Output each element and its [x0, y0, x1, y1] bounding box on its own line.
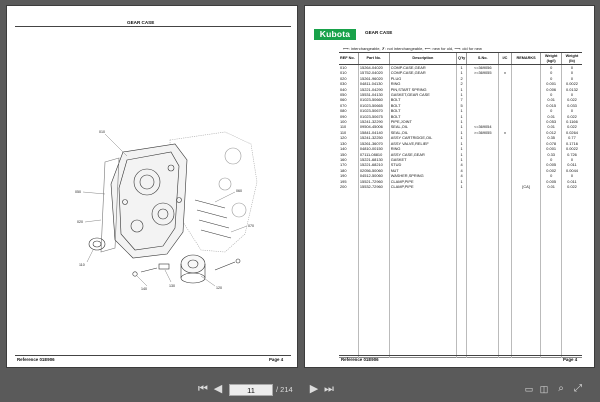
- callout-130: 130: [169, 284, 175, 288]
- table-cell: 1: [456, 130, 466, 135]
- right-page: [304, 5, 595, 368]
- table-cell: 130: [340, 140, 347, 146]
- left-page-title: GEAR CASE: [127, 20, 155, 25]
- table-cell: PLUG: [389, 76, 456, 81]
- table-cell: 02056-50060: [358, 168, 389, 173]
- table-cell: GASKET,GEAR CASE: [389, 92, 456, 97]
- col-header: I/C: [499, 53, 512, 65]
- table-cell: NUT: [389, 168, 456, 173]
- col-header: Part No.: [358, 53, 389, 65]
- table-row: [339, 146, 582, 151]
- viewer-toolbar: [0, 378, 600, 402]
- table-cell: 0.022: [561, 114, 582, 119]
- parts-table-body: [339, 65, 582, 358]
- table-cell: 0.011: [561, 162, 582, 167]
- table-cell: GASKET: [389, 157, 456, 162]
- table-cell: 0.001: [541, 81, 562, 86]
- table-cell: WASHER,SPRING: [389, 173, 456, 178]
- table-cell: 0.01: [541, 184, 562, 189]
- table-cell: 010: [340, 65, 347, 70]
- table-cell: 4: [456, 162, 466, 167]
- left-page: [6, 5, 298, 368]
- table-row: [339, 81, 582, 86]
- table-cell: BOLT: [389, 114, 456, 119]
- table-cell: 0: [561, 65, 582, 71]
- table-cell: 1: [456, 114, 466, 119]
- table-cell: ASSY VALVE,RELIEF: [389, 141, 456, 146]
- table-cell: 09504-45006: [358, 124, 389, 129]
- table-cell: 0.022: [561, 124, 582, 129]
- table-cell: 15752-04020: [358, 70, 389, 75]
- footer-rule: [15, 355, 291, 356]
- col-header: S.No.: [467, 53, 499, 65]
- table-cell: BOLT: [389, 97, 456, 102]
- table-cell: [CA]: [511, 184, 541, 189]
- table-cell: 150: [340, 151, 347, 157]
- table-cell: 4: [456, 168, 466, 173]
- col-header: REF No.: [339, 53, 358, 65]
- table-cell: 0.022: [561, 184, 582, 189]
- table-cell: 0.0022: [561, 81, 582, 86]
- table-cell: 0.0022: [561, 146, 582, 151]
- table-row: [339, 162, 582, 167]
- table-cell: 07111-08810: [358, 152, 389, 157]
- table-cell: 1: [456, 119, 466, 124]
- table-cell: 050: [340, 92, 347, 98]
- table-cell: 090: [340, 113, 347, 119]
- table-cell: 0.001: [541, 146, 562, 151]
- table-cell: 020: [340, 75, 347, 81]
- table-cell: 01023-50670: [358, 108, 389, 113]
- table-cell: 0: [541, 92, 562, 97]
- table-cell: ASSY CARTRIDGE,OIL: [389, 135, 456, 140]
- table-cell: 01023-50660: [358, 97, 389, 102]
- table-cell: 070: [340, 102, 347, 108]
- table-cell: 1: [456, 157, 466, 162]
- table-cell: 170: [340, 162, 347, 168]
- table-cell: 0.0132: [561, 87, 582, 92]
- table-cell: 0: [561, 76, 582, 81]
- table-cell: 120: [340, 135, 347, 141]
- footer-rule: [339, 355, 582, 356]
- table-cell: 1: [456, 70, 466, 75]
- table-cell: CLAMP,PIPE: [389, 179, 456, 184]
- col-header: Weight (lb): [561, 53, 582, 65]
- table-cell: 2: [456, 76, 466, 81]
- callout-120: 120: [216, 286, 222, 290]
- table-cell: 140: [340, 146, 347, 152]
- table-cell: 0: [561, 92, 582, 97]
- callout-020: 020: [77, 220, 83, 224]
- interchangeability-legend: ⟷: interchangeable, ✗: not interchangeable, ⟵: new for old, ⟶: old for new: [343, 46, 482, 51]
- table-cell: 0: [541, 65, 562, 71]
- table-cell: 1: [456, 146, 466, 151]
- table-cell: 0.0044: [561, 168, 582, 173]
- callout-060: 060: [236, 189, 242, 193]
- table-cell: 0.1166: [561, 119, 582, 124]
- table-cell: 0.77: [561, 135, 582, 140]
- table-cell: 1: [456, 184, 466, 189]
- col-header: REMARKS: [511, 53, 541, 65]
- table-cell: 0.002: [541, 168, 562, 173]
- table-cell: SEAL,OIL: [389, 130, 456, 135]
- table-cell: x: [499, 130, 512, 135]
- table-cell: 0: [561, 70, 582, 75]
- table-cell: 5: [456, 103, 466, 108]
- parts-table-header: [339, 53, 582, 65]
- table-cell: 110: [340, 124, 347, 130]
- table-cell: 1: [456, 124, 466, 129]
- table-cell: 0.006: [541, 87, 562, 92]
- table-cell: 15532-72960: [358, 184, 389, 189]
- table-cell: 15261-96020: [358, 76, 389, 81]
- table-cell: 080: [340, 108, 347, 114]
- header-rule: [15, 26, 291, 27]
- right-footer-page: Page 4: [563, 357, 578, 362]
- prev-page-icon[interactable]: ◀: [213, 383, 223, 395]
- table-cell: 4: [456, 173, 466, 178]
- table-cell: 04810-00150: [358, 146, 389, 151]
- table-cell: PIPE,JOINT: [389, 119, 456, 124]
- table-cell: 0.726: [561, 152, 582, 157]
- table-cell: ASSY CASE,GEAR: [389, 152, 456, 157]
- table-cell: <=369056: [467, 65, 499, 71]
- table-cell: 0: [541, 173, 562, 178]
- last-page-icon[interactable]: ⏭: [324, 383, 334, 395]
- table-cell: 15521-72960: [358, 179, 389, 184]
- table-cell: 01023-50665: [358, 103, 389, 108]
- table-cell: 160: [340, 156, 347, 162]
- table-cell: 0.01: [541, 114, 562, 119]
- table-cell: 0.015: [541, 103, 562, 108]
- table-cell: 030: [340, 81, 347, 87]
- fit-page-icon[interactable]: ▭: [524, 384, 534, 394]
- callout-070: 070: [248, 224, 254, 228]
- table-cell: 15531-04130: [358, 92, 389, 97]
- table-cell: RING: [389, 81, 456, 86]
- table-cell: 15221-68210: [358, 162, 389, 167]
- table-cell: >=369055: [467, 70, 499, 75]
- col-header: Weight (kg/l): [541, 53, 562, 65]
- kubota-logo: Kubota: [314, 29, 356, 40]
- two-page-view-icon[interactable]: ◫: [539, 384, 549, 394]
- table-cell: 0: [541, 108, 562, 113]
- table-cell: STUD: [389, 162, 456, 167]
- table-cell: 1: [456, 65, 466, 71]
- table-cell: >=369055: [467, 130, 499, 135]
- table-cell: 2: [456, 81, 466, 86]
- table-cell: 0.35: [541, 135, 562, 140]
- table-cell: 0.011: [561, 179, 582, 184]
- table-cell: 195: [340, 178, 347, 184]
- table-cell: BOLT: [389, 108, 456, 113]
- zoom-icon[interactable]: ⌕: [558, 383, 564, 394]
- table-cell: 0.005: [541, 179, 562, 184]
- callout-010: 010: [99, 130, 105, 134]
- table-cell: 0.053: [541, 119, 562, 124]
- fullscreen-icon[interactable]: ⤢: [574, 383, 582, 394]
- table-cell: 0: [541, 76, 562, 81]
- table-cell: 0.078: [541, 141, 562, 146]
- exploded-parts-diagram: [75, 122, 265, 292]
- table-cell: 15841-04140: [358, 130, 389, 135]
- table-cell: 100: [340, 119, 347, 125]
- table-cell: 0.033: [561, 103, 582, 108]
- table-cell: 200: [340, 183, 347, 189]
- table-cell: 0: [561, 173, 582, 178]
- table-cell: 010: [340, 70, 347, 76]
- table-cell: 15221-68130: [358, 157, 389, 162]
- table-cell: 1: [456, 92, 466, 97]
- table-cell: COMP.CASE,GEAR: [389, 70, 456, 75]
- table-cell: 15264-04020: [358, 65, 389, 71]
- table-cell: 0.33: [541, 152, 562, 157]
- table-cell: <=369054: [467, 124, 499, 129]
- table-cell: 0.005: [541, 162, 562, 167]
- first-page-icon[interactable]: ⏮: [198, 383, 208, 395]
- table-cell: 0: [541, 70, 562, 75]
- table-cell: 1: [456, 108, 466, 113]
- table-cell: BOLT: [389, 103, 456, 108]
- table-cell: 060: [340, 97, 347, 103]
- table-cell: 0.1716: [561, 141, 582, 146]
- table-cell: 1: [456, 135, 466, 140]
- table-cell: 1: [456, 141, 466, 146]
- table-cell: 190: [340, 173, 347, 179]
- table-cell: COMP.CASE,GEAR: [389, 65, 456, 71]
- table-cell: RING: [389, 146, 456, 151]
- table-cell: 0.0264: [561, 130, 582, 135]
- col-header: Description: [389, 53, 456, 65]
- page-total: / 214: [276, 385, 293, 394]
- table-blank-area: [339, 189, 582, 357]
- table-cell: 01023-50675: [358, 114, 389, 119]
- left-footer-reference: Reference 01E906: [17, 357, 55, 362]
- table-cell: PIN,START SPRING: [389, 87, 456, 92]
- table-cell: 15241-32290: [358, 119, 389, 124]
- table-cell: x: [499, 70, 512, 75]
- callout-140: 140: [141, 287, 147, 291]
- table-cell: 15241-32250: [358, 135, 389, 140]
- table-cell: 7: [456, 97, 466, 102]
- table-cell: 0: [541, 157, 562, 162]
- table-cell: 0: [561, 157, 582, 162]
- table-cell: 04512-50060: [358, 173, 389, 178]
- table-cell: 0.022: [561, 97, 582, 102]
- table-cell: 1: [456, 87, 466, 92]
- table-cell: 15261-36070: [358, 141, 389, 146]
- left-footer-page: Page 4: [269, 357, 284, 362]
- col-header: Q'ty: [456, 53, 466, 65]
- table-cell: 0.012: [541, 130, 562, 135]
- table-cell: 04811-04130: [358, 81, 389, 86]
- callout-050: 050: [75, 190, 81, 194]
- right-page-title: GEAR CASE: [365, 30, 393, 35]
- parts-table: [339, 52, 582, 358]
- table-cell: CLAMP,PIPE: [389, 184, 456, 189]
- table-cell: 15221-04290: [358, 87, 389, 92]
- table-cell: 110: [340, 129, 347, 135]
- table-cell: SEAL,OIL: [389, 124, 456, 129]
- right-footer-reference: Reference 01E906: [341, 357, 379, 362]
- next-page-icon[interactable]: ▶: [309, 383, 319, 395]
- table-cell: 0.01: [541, 97, 562, 102]
- callout-110: 110: [79, 263, 85, 267]
- table-cell: 1: [456, 179, 466, 184]
- page-number-input[interactable]: 11: [229, 384, 273, 396]
- table-cell: 0.01: [541, 124, 562, 129]
- table-cell: 040: [340, 86, 347, 92]
- table-cell: 180: [340, 167, 347, 173]
- table-cell: 0: [561, 108, 582, 113]
- table-cell: 1: [456, 152, 466, 157]
